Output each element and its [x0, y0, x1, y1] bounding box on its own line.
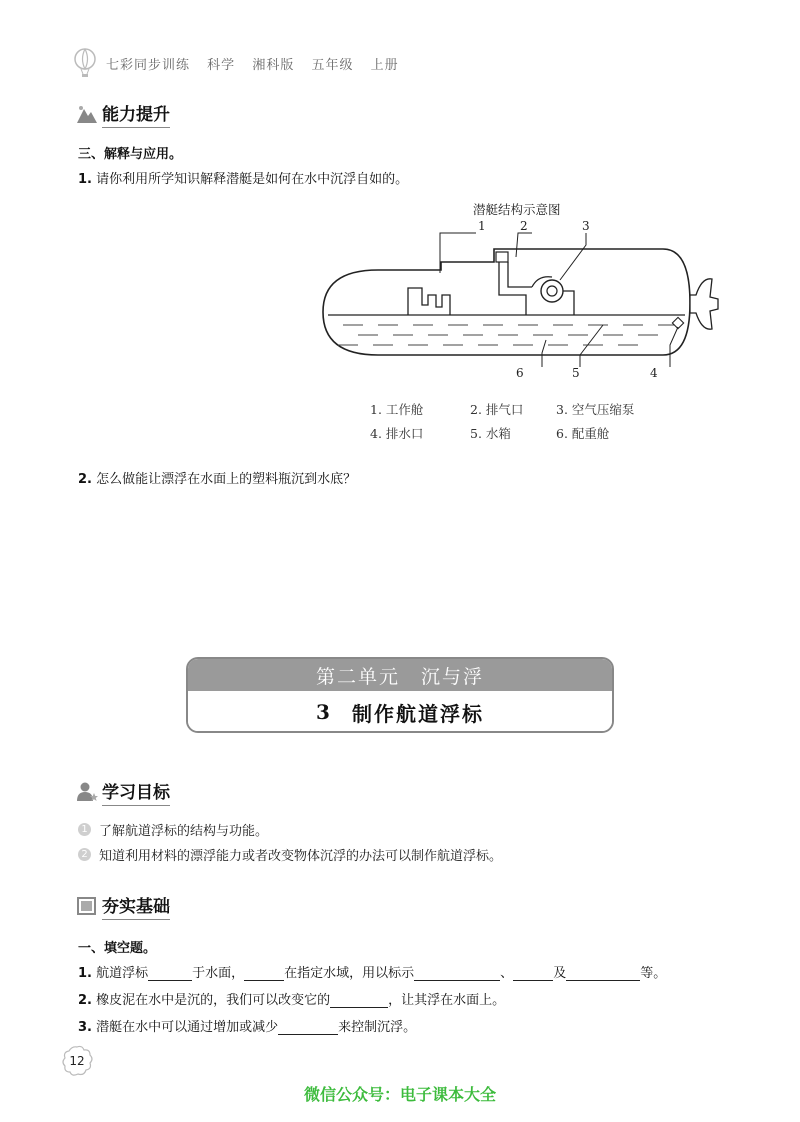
question-number: 1.	[78, 966, 92, 981]
legend-item: 6. 配重舱	[556, 426, 610, 441]
book-icon	[76, 895, 98, 917]
callout-5: 5	[572, 366, 580, 380]
header-text	[106, 54, 411, 73]
answer-blank[interactable]	[330, 993, 388, 1008]
text-segment: 来控制沉浮。	[338, 1020, 417, 1035]
diagram-title: 潜艇结构示意图	[473, 202, 561, 217]
question-text: 请你利用所学知识解释潜艇是如何在水中沉浮自如的。	[96, 172, 409, 187]
goal-item	[78, 845, 502, 864]
legend-row	[370, 424, 690, 448]
fill-question-2	[78, 989, 505, 1008]
fill-question-1	[78, 962, 666, 981]
lesson-name: 制作航道浮标	[351, 701, 484, 726]
question-number: 2.	[78, 472, 92, 487]
text-segment: 潜艇在水中可以通过增加或减少	[96, 1020, 279, 1035]
answer-blank[interactable]	[278, 1020, 338, 1035]
legend-item: 5. 水箱	[470, 426, 511, 441]
text-segment: 橡皮泥在水中是沉的，我们可以改变它的	[96, 993, 331, 1008]
legend-item: 1. 工作舱	[370, 402, 424, 417]
text-segment: 及	[553, 966, 567, 981]
answer-blank[interactable]	[414, 966, 500, 981]
text-segment: 航道浮标	[96, 966, 149, 981]
ability-title: 能力提升	[102, 100, 170, 128]
page-number-badge	[60, 1044, 94, 1078]
footer-watermark: 微信公众号：电子课本大全	[303, 1085, 496, 1104]
diagram-legend	[370, 400, 690, 448]
goals-heading	[76, 778, 170, 806]
lesson-number: 3	[316, 700, 332, 724]
question-text: 怎么做能让漂浮在水面上的塑料瓶沉到水底？	[96, 472, 357, 487]
text-segment: 在指定水域，用以标示	[284, 966, 415, 981]
header-series: 七彩同步训练	[106, 57, 191, 73]
callout-1: 1	[478, 219, 486, 233]
unit-banner	[186, 657, 614, 733]
goal-number: 2	[78, 848, 91, 861]
callout-3: 3	[582, 219, 590, 233]
goal-text: 知道利用材料的漂浮能力或者改变物体沉浮的办法可以制作航道浮标。	[99, 849, 503, 864]
section-1-heading: 一、填空题。	[78, 941, 157, 956]
text-segment: 于水面，	[192, 966, 245, 981]
callout-6: 6	[516, 366, 524, 380]
question-1	[78, 168, 408, 187]
text-segment: 等。	[640, 966, 667, 981]
balloon-icon	[72, 48, 98, 78]
goal-text: 了解航道浮标的结构与功能。	[99, 824, 269, 839]
legend-item: 2. 排气口	[470, 402, 524, 417]
person-icon	[76, 781, 98, 803]
submarine-diagram	[318, 215, 728, 395]
header-volume: 上册	[370, 57, 399, 73]
header-grade: 五年级	[311, 57, 354, 73]
answer-blank[interactable]	[566, 966, 640, 981]
callout-4: 4	[650, 366, 658, 380]
legend-item: 3. 空气压缩泵	[556, 402, 635, 417]
text-segment: ，让其浮在水面上。	[388, 993, 506, 1008]
section-3-heading: 三、解释与应用。	[78, 147, 183, 162]
header-edition: 湘科版	[252, 57, 295, 73]
legend-row	[370, 400, 690, 424]
fill-question-3	[78, 1016, 416, 1035]
goals-title: 学习目标	[102, 778, 170, 806]
page-number: 12	[69, 1054, 85, 1068]
question-number: 2.	[78, 993, 92, 1008]
legend-item: 4. 排水口	[370, 426, 424, 441]
basics-heading	[76, 892, 170, 920]
submarine-tail	[690, 279, 718, 329]
lesson-title	[188, 691, 612, 733]
answer-blank[interactable]	[244, 966, 284, 981]
ability-heading	[76, 100, 170, 128]
callout-2: 2	[520, 219, 528, 233]
mountain-icon	[76, 103, 98, 125]
goal-number: 1	[78, 823, 91, 836]
header-subject: 科学	[207, 57, 236, 73]
question-number: 1.	[78, 172, 92, 187]
answer-blank[interactable]	[148, 966, 192, 981]
question-2	[78, 468, 356, 487]
submarine-hull	[323, 249, 690, 355]
goal-item	[78, 820, 268, 839]
question-number: 3.	[78, 1020, 92, 1035]
text-segment: 、	[500, 966, 514, 981]
unit-title: 第二单元 沉与浮	[188, 659, 612, 691]
answer-blank[interactable]	[513, 966, 553, 981]
basics-title: 夯实基础	[102, 892, 170, 920]
page-header	[72, 48, 411, 78]
